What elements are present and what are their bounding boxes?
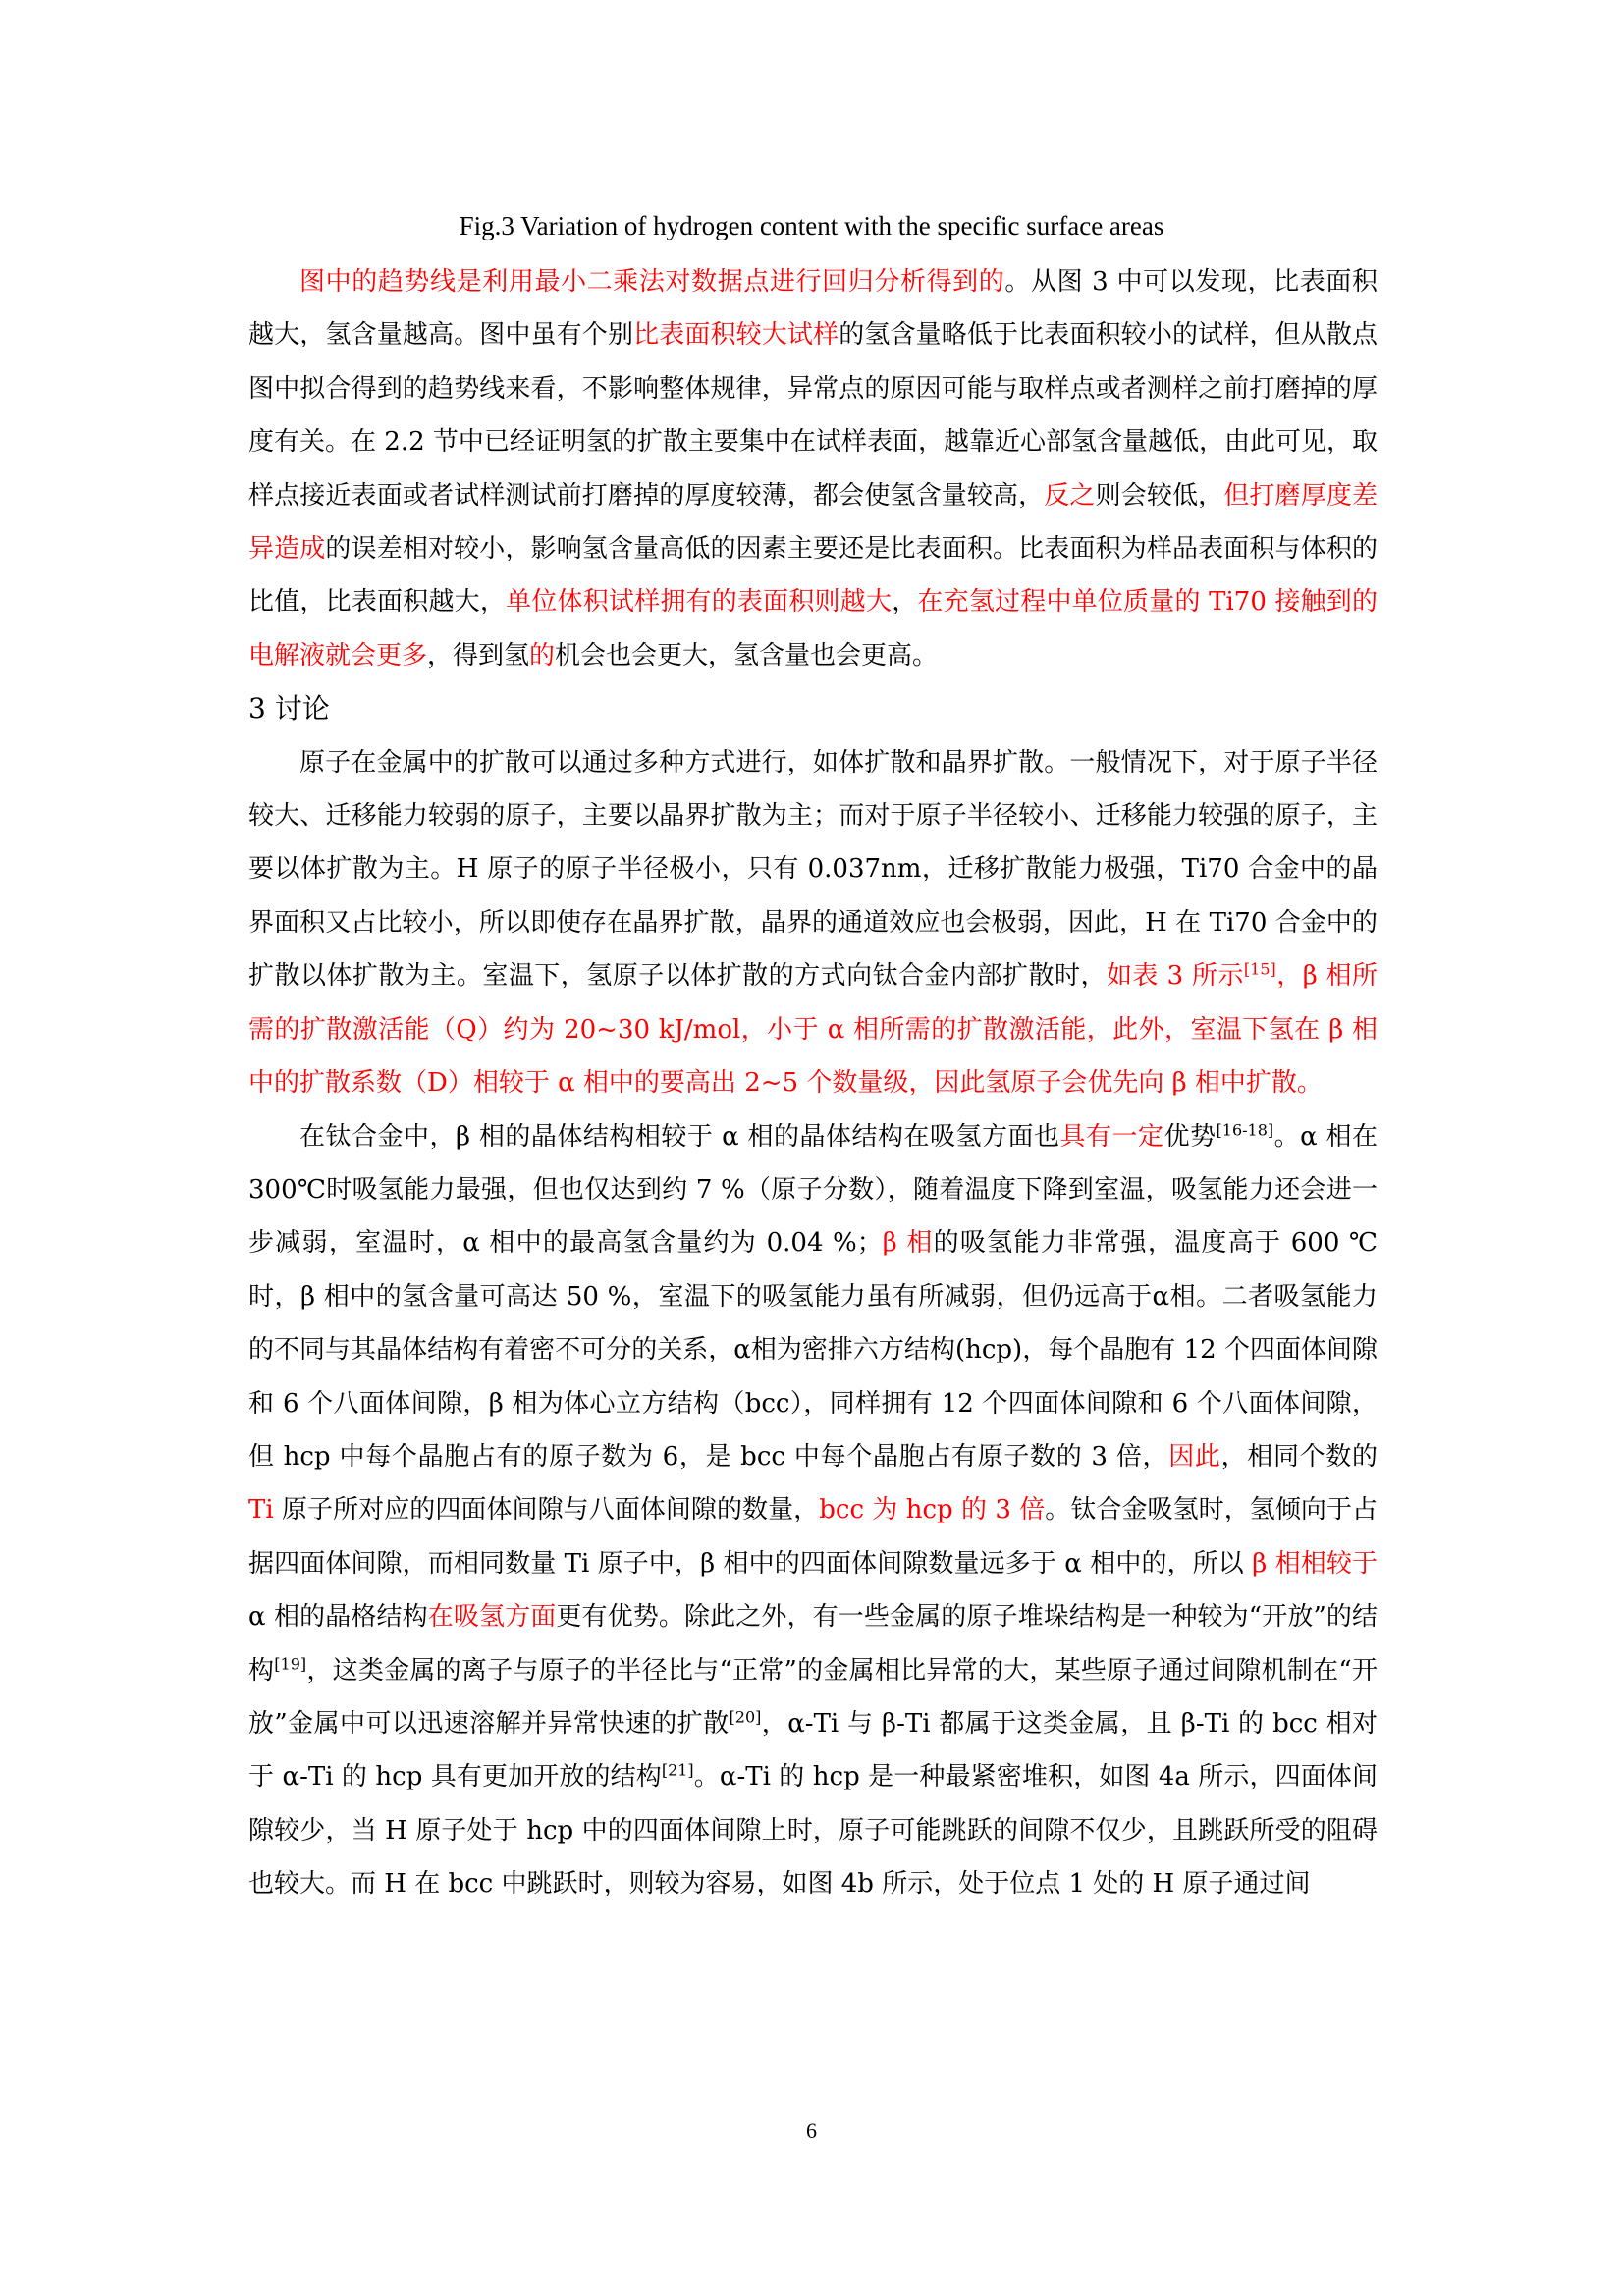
text-run: ，	[892, 587, 918, 617]
text-run: 的误差相对较小，影响氢含量高低的因素主要还是比表面积。比表面积为样品表面积与体积的比值，比表面积越大，	[248, 534, 1378, 617]
section-heading-discussion: 3 讨论	[248, 692, 330, 725]
citation-ref: [20]	[729, 1707, 762, 1727]
text-run: 则会较低，	[1095, 480, 1224, 510]
text-run: 更有优势。除此之外，有一些金属的原子堆垛结构是一种较为“开放”的结构	[248, 1602, 1378, 1685]
text-run: 。从图 3 中可以发现，比表面积越大，氢含量越高。图中虽有个别	[248, 267, 1378, 350]
citation-ref: [21]	[661, 1760, 694, 1780]
text-run: 的氢含量略低于比表面积较小的试样，但从散点图中拟合得到的趋势线来看，不影响整体规律，异常点的原因可能与取样点或者测样之前打磨掉的厚度有关。在 2.2 节中已经证明氢的扩散主要集中在试样表面，越靠近心部氢含量越低，由此可见，取样点接近表面或者试样测试前打磨掉的厚度较薄，都会使氢含量较高，	[248, 320, 1378, 510]
highlighted-text: 具有一定	[1059, 1121, 1164, 1151]
highlighted-text: Ti	[248, 1495, 274, 1525]
highlighted-text: ，β 相所需的扩散激活能（Q）约为 20~30 kJ/mol，小于 α 相所需的扩散激活能，此外，室温下氢在 β 相中的扩散系数（D）相较于 α 相中的要高出 2~5 个数量级，因此氢原子会优先向 β 相中扩散。	[248, 961, 1378, 1098]
text-run: ，得到氢	[427, 640, 530, 670]
highlighted-text: 的	[529, 640, 556, 670]
highlighted-text: β 相相较于	[1252, 1548, 1378, 1578]
highlighted-text: 反之	[1044, 480, 1096, 510]
highlighted-text: 但打磨厚度差异造成	[248, 480, 1378, 564]
citation-ref: [16-18]	[1216, 1119, 1274, 1139]
text-run: 原子在金属中的扩散可以通过多种方式进行，如体扩散和晶界扩散。一般情况下，对于原子半径较大、迁移能力较弱的原子，主要以晶界扩散为主；而对于原子半径较小、迁移能力较强的原子，主要以体扩散为主。H 原子的原子半径极小，只有 0.037nm，迁移扩散能力极强，Ti70 合金中的晶界面积又占比较小，所以即使存在晶界扩散，晶界的通道效应也会极弱，因此，H 在 Ti70 合金中的扩散以体扩散为主。室温下，氢原子以体扩散的方式向钛合金内部扩散时，	[248, 747, 1378, 991]
text-run: 。α 相在 300℃时吸氢能力最强，但也仅达到约 7 %（原子分数），随着温度下降到室温，吸氢能力还会进一步减弱，室温时，α 相中的最高氢含量约为 0.04 %；	[248, 1121, 1378, 1258]
highlighted-text: 在吸氢方面	[427, 1602, 557, 1632]
citation-ref: [19]	[274, 1653, 307, 1673]
text-run: 。钛合金吸氢时，氢倾向于占据四面体间隙，而相同数量 Ti 原子中，β 相中的四面体间隙数量远多于 α 相中的，所以	[248, 1495, 1378, 1578]
highlighted-text: 比表面积较大试样	[633, 320, 839, 350]
text-run: ，相同个数的	[1220, 1441, 1378, 1471]
paragraph-diffusion	[248, 736, 1378, 1110]
text-run: 在钛合金中，β 相的晶体结构相较于 α 相的晶体结构在吸氢方面也	[299, 1121, 1060, 1151]
text-run: ，α-Ti 与 β-Ti 都属于这类金属，且 β-Ti 的 bcc 相对于 α-Ti 的 hcp 具有更加开放的结构	[248, 1708, 1378, 1792]
highlighted-text: β 相	[882, 1228, 934, 1258]
text-run: 原子所对应的四面体间隙与八面体间隙的数量，	[273, 1495, 820, 1525]
highlighted-text: bcc 为 hcp 的 3 倍	[819, 1495, 1046, 1525]
paragraph-trend-analysis	[248, 255, 1378, 682]
text-run: 机会也会更大，氢含量也会更高。	[555, 640, 939, 670]
highlighted-text: 图中的趋势线是利用最小二乘法对数据点进行回归分析得到的	[299, 267, 1005, 296]
figure-caption: Fig.3 Variation of hydrogen content with the specific surface areas	[459, 211, 1164, 240]
highlighted-text: 在充氢过程中单位质量的 Ti70 接触到的电解液就会更多	[248, 587, 1378, 670]
paragraph-crystal-structure	[248, 1110, 1378, 1911]
body-text	[248, 255, 1378, 1911]
text-run: ，这类金属的离子与原子的半径比与“正常”的金属相比异常的大，某些原子通过间隙机制在“开放”金属中可以迅速溶解并异常快速的扩散	[248, 1655, 1378, 1738]
text-run: 。α-Ti 的 hcp 是一种最紧密堆积，如图 4a 所示，四面体间隙较少，当 H 原子处于 hcp 中的四面体间隙上时，原子可能跳跃的间隙不仅少，且跳跃所受的阻碍也较大。而 H 在 bcc 中跳跃时，则较为容易，如图 4b 所示，处于位点 1 处的 H 原子通过间	[248, 1762, 1378, 1899]
page-number: 6	[806, 2118, 817, 2143]
text-run: α 相的晶格结构	[248, 1602, 428, 1632]
text-run: 优势	[1163, 1121, 1217, 1151]
text-run: 的吸氢能力非常强，温度高于 600 ℃时，β 相中的氢含量可高达 50 %，室温下的吸氢能力虽有所减弱，但仍远高于α相。二者吸氢能力的不同与其晶体结构有着密不可分的关系，α相为密排六方结构(hcp)，每个晶胞有 12 个四面体间隙和 6 个八面体间隙，β 相为体心立方结构（bcc），同样拥有 12 个四面体间隙和 6 个八面体间隙，但 hcp 中每个晶胞占有的原子数为 6，是 bcc 中每个晶胞占有原子数的 3 倍，	[248, 1228, 1379, 1471]
citation-ref: [15]	[1243, 959, 1276, 979]
highlighted-text: 单位体积试样拥有的表面积则越大	[506, 587, 893, 617]
highlighted-text: 如表 3 所示	[1106, 961, 1244, 991]
highlighted-text: 因此	[1168, 1441, 1221, 1471]
